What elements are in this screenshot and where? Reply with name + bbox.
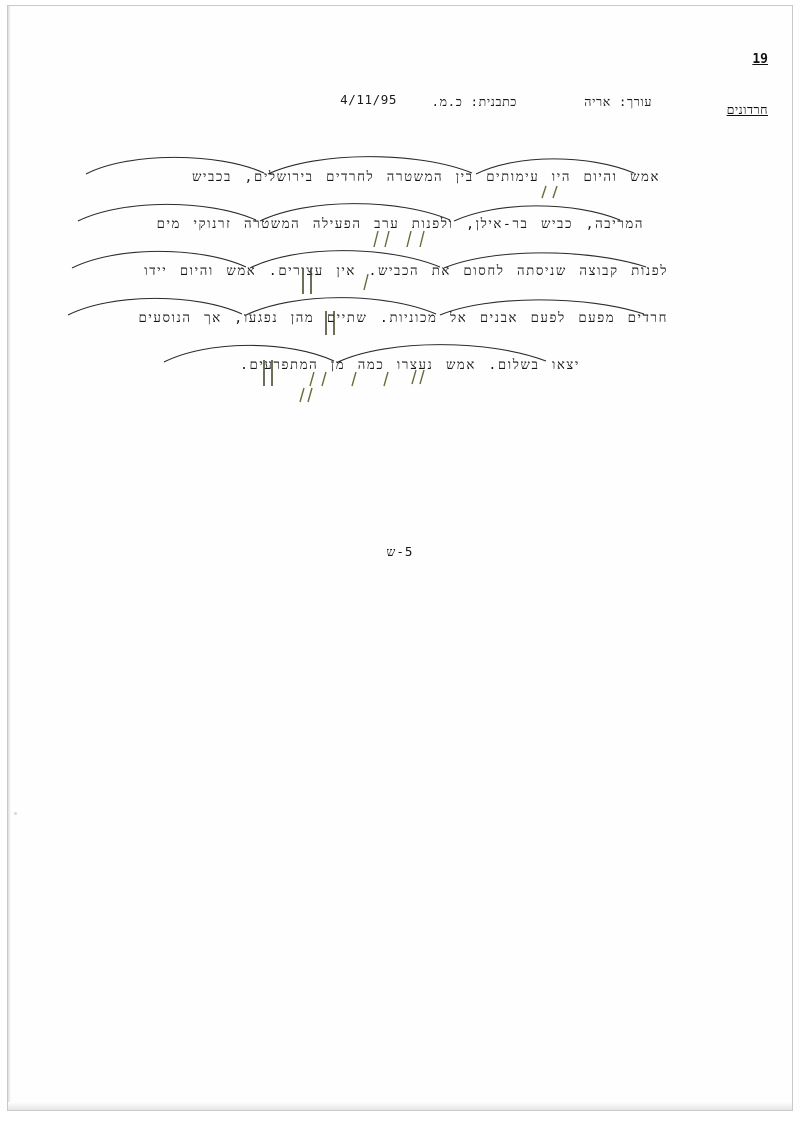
script-line-text: חרדים מפעם לפעם אבנים אל מכוניות. שתיים מהן נפגעו, אך הנוסעים [138, 311, 668, 326]
script-line [68, 154, 668, 201]
script-line-text: אמש והיום היו עימותים בין המשטרה לחרדים בירושלים, בכביש [191, 170, 660, 185]
script-line [68, 295, 668, 342]
scan-speck [14, 812, 17, 815]
script-body [68, 154, 668, 389]
script-line [68, 248, 668, 295]
page-number: 19 [752, 52, 768, 67]
editor-label: עורך: אריה [584, 94, 652, 109]
script-line [68, 201, 668, 248]
scan-edge-bottom [8, 1102, 792, 1110]
end-mark: 5-ש [386, 544, 414, 559]
script-line-text: המריבה, כביש בר-אילן, ולפנות ערב הפעילה המשטרה זרנוקי מים [156, 217, 644, 232]
story-slug: חרדונים [726, 102, 768, 117]
scanned-page [8, 6, 792, 1110]
script-line-text: יצאו בשלום. אמש נעצרו כמה מן המתפרעים. [239, 358, 580, 373]
script-line [68, 342, 668, 389]
script-line-text: לפנות קבוצה שניסתה לחסום את הכביש. אין עצורים. אמש והיום יידו [144, 264, 668, 279]
document-header [8, 48, 792, 109]
typist-label: כתבנית: כ.מ. [431, 94, 517, 109]
date-label: 4/11/95 [340, 92, 397, 107]
